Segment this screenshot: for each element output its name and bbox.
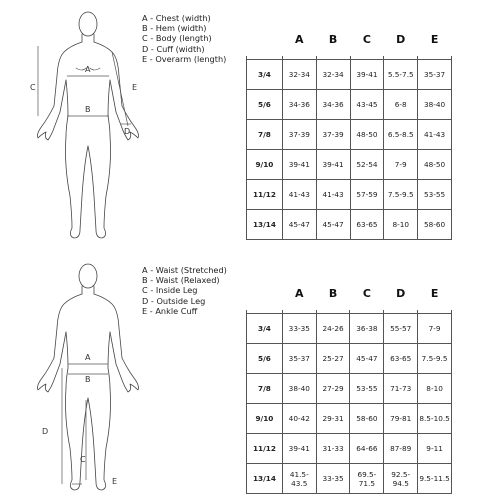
size-label: 11/12 bbox=[247, 180, 283, 210]
table-cell: 7-9 bbox=[384, 150, 418, 180]
table-cell: 5.5-7.5 bbox=[384, 60, 418, 90]
table-cell: 53-55 bbox=[418, 180, 452, 210]
table-cell: 45-47 bbox=[350, 344, 384, 374]
table-cell: 79-81 bbox=[384, 404, 418, 434]
table-cell: 45-47 bbox=[282, 210, 316, 240]
table-cell: 38-40 bbox=[418, 90, 452, 120]
legend-item-cuff: D - Cuff (width) bbox=[142, 43, 205, 54]
label-d: D bbox=[124, 127, 131, 136]
col-header-b: B bbox=[328, 32, 338, 46]
legend-item-body-length: C - Body (length) bbox=[142, 33, 212, 44]
table-cell: 27-29 bbox=[316, 374, 350, 404]
table-cell: 35-37 bbox=[418, 60, 452, 90]
table-cell: 39-41 bbox=[316, 150, 350, 180]
table-cell: 6.5-8.5 bbox=[384, 120, 418, 150]
table-cell: 31-33 bbox=[316, 434, 350, 464]
table-row bbox=[247, 180, 452, 210]
table-cell: 32-34 bbox=[282, 60, 316, 90]
top-body-diagram bbox=[18, 6, 143, 244]
size-label: 13/14 bbox=[247, 464, 283, 494]
size-label: 13/14 bbox=[247, 210, 283, 240]
table-row bbox=[247, 404, 452, 434]
label-b: B bbox=[85, 105, 91, 114]
table-row bbox=[247, 314, 452, 344]
legend-item-overarm: E - Overarm (length) bbox=[142, 53, 227, 64]
table-cell: 37-39 bbox=[316, 120, 350, 150]
table-cell: 33-35 bbox=[282, 314, 316, 344]
table-row bbox=[247, 120, 452, 150]
table-cell: 41-43 bbox=[282, 180, 316, 210]
table-cell: 69.5-71.5 bbox=[350, 464, 384, 494]
legend-item-waist-relaxed: B - Waist (Relaxed) bbox=[142, 275, 220, 286]
table-cell: 25-27 bbox=[316, 344, 350, 374]
table-cell: 43-45 bbox=[350, 90, 384, 120]
table-cell: 45-47 bbox=[316, 210, 350, 240]
table-cell: 24-26 bbox=[316, 314, 350, 344]
table-cell: 71-73 bbox=[384, 374, 418, 404]
table-cell: 39-41 bbox=[282, 434, 316, 464]
table-cell: 34-36 bbox=[282, 90, 316, 120]
table-cell: 35-37 bbox=[282, 344, 316, 374]
table-cell: 8-10 bbox=[384, 210, 418, 240]
table-row bbox=[247, 464, 452, 494]
table-row bbox=[247, 374, 452, 404]
col-header-c: C bbox=[362, 32, 371, 46]
table-cell: 9.5-11.5 bbox=[418, 464, 452, 494]
legend-item-waist-stretched: A - Waist (Stretched) bbox=[142, 265, 227, 275]
table-cell: 64-66 bbox=[350, 434, 384, 464]
table-row bbox=[247, 90, 452, 120]
label-c: C bbox=[80, 455, 86, 464]
bottom-legend bbox=[142, 265, 227, 316]
size-label: 3/4 bbox=[247, 314, 283, 344]
table-cell: 52-54 bbox=[350, 150, 384, 180]
size-label: 7/8 bbox=[247, 120, 283, 150]
label-d: D bbox=[42, 427, 49, 436]
legend-item-outside-leg: D - Outside Leg bbox=[142, 295, 206, 306]
col-header-b: B bbox=[328, 286, 338, 300]
table-cell: 33-35 bbox=[316, 464, 350, 494]
table-cell: 41.5-43.5 bbox=[282, 464, 316, 494]
table-cell: 57-59 bbox=[350, 180, 384, 210]
table-cell: 40-42 bbox=[282, 404, 316, 434]
table-cell: 39-41 bbox=[350, 60, 384, 90]
table-cell: 8-10 bbox=[418, 374, 452, 404]
table-cell: 41-43 bbox=[316, 180, 350, 210]
top-size-table bbox=[246, 22, 452, 240]
table-cell: 58-60 bbox=[350, 404, 384, 434]
table-cell: 32-34 bbox=[316, 60, 350, 90]
size-label: 7/8 bbox=[247, 374, 283, 404]
table-cell: 7-9 bbox=[418, 314, 452, 344]
legend-item-chest: A - Chest (width) bbox=[142, 13, 211, 23]
top-legend bbox=[142, 13, 226, 64]
col-header-a: A bbox=[295, 286, 304, 300]
table-cell: 34-36 bbox=[316, 90, 350, 120]
size-label: 9/10 bbox=[247, 404, 283, 434]
table-cell: 36-38 bbox=[350, 314, 384, 344]
table-cell: 9-11 bbox=[418, 434, 452, 464]
overarm-line bbox=[112, 52, 128, 126]
col-header-d: D bbox=[396, 286, 406, 300]
size-label: 9/10 bbox=[247, 150, 283, 180]
table-cell: 29-31 bbox=[316, 404, 350, 434]
col-header-d: D bbox=[396, 32, 406, 46]
legend-item-ankle-cuff: E - Ankle Cuff bbox=[142, 305, 198, 316]
table-cell: 55-57 bbox=[384, 314, 418, 344]
table-cell: 63-65 bbox=[350, 210, 384, 240]
table-cell: 6-8 bbox=[384, 90, 418, 120]
label-e: E bbox=[132, 83, 138, 92]
table-cell: 38-40 bbox=[282, 374, 316, 404]
label-b: B bbox=[85, 375, 91, 384]
table-cell: 48-50 bbox=[418, 150, 452, 180]
label-a: A bbox=[85, 65, 91, 74]
bottom-body-diagram bbox=[18, 258, 143, 496]
table-cell: 48-50 bbox=[350, 120, 384, 150]
table-row bbox=[247, 150, 452, 180]
label-c: C bbox=[30, 83, 36, 92]
size-label: 5/6 bbox=[247, 344, 283, 374]
size-label: 3/4 bbox=[247, 60, 283, 90]
table-row bbox=[247, 210, 452, 240]
legend-item-inside-leg: C - Inside Leg bbox=[142, 285, 198, 296]
legend-item-hem: B - Hem (width) bbox=[142, 23, 207, 34]
table-cell: 87-89 bbox=[384, 434, 418, 464]
table-row bbox=[247, 344, 452, 374]
table-row bbox=[247, 60, 452, 90]
table-cell: 8.5-10.5 bbox=[418, 404, 452, 434]
table-cell: 41-43 bbox=[418, 120, 452, 150]
table-cell: 58-60 bbox=[418, 210, 452, 240]
col-header-e: E bbox=[430, 32, 439, 46]
label-a: A bbox=[85, 353, 91, 362]
table-cell: 7.5-9.5 bbox=[384, 180, 418, 210]
table-cell: 39-41 bbox=[282, 150, 316, 180]
size-label: 11/12 bbox=[247, 434, 283, 464]
col-header-e: E bbox=[430, 286, 439, 300]
bottom-body-outline bbox=[18, 258, 143, 496]
col-header-a: A bbox=[295, 32, 304, 46]
table-cell: 37-39 bbox=[282, 120, 316, 150]
table-cell: 92.5-94.5 bbox=[384, 464, 418, 494]
label-e: E bbox=[112, 477, 118, 486]
bottom-size-table bbox=[246, 276, 452, 494]
table-cell: 53-55 bbox=[350, 374, 384, 404]
table-cell: 7.5-9.5 bbox=[418, 344, 452, 374]
col-header-c: C bbox=[362, 286, 371, 300]
size-label: 5/6 bbox=[247, 90, 283, 120]
table-cell: 63-65 bbox=[384, 344, 418, 374]
top-body-outline bbox=[18, 6, 143, 244]
table-row bbox=[247, 434, 452, 464]
